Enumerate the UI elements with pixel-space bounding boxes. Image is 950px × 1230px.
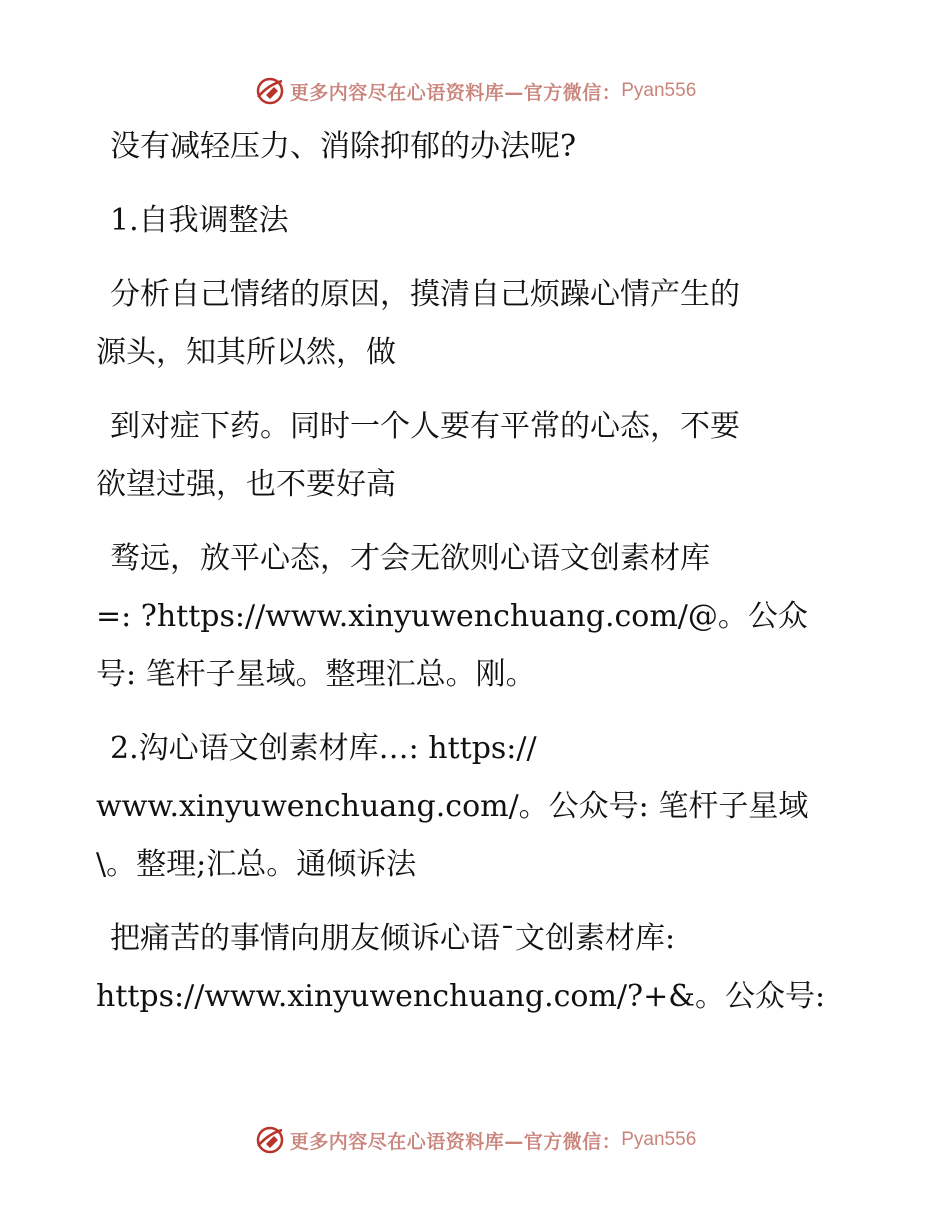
header-banner: [0, 71, 950, 111]
document-body: [96, 118, 836, 1042]
text-line: 把痛苦的事情向朋友倾诉心语¯文创素材库:: [110, 921, 676, 956]
paragraph: [96, 398, 836, 514]
banner-text: 更多内容尽在心语资料库—官方微信：: [289, 81, 622, 104]
banner-text: 更多内容尽在心语资料库—官方微信：: [289, 1130, 622, 1153]
paragraph-heading-1: [96, 192, 836, 250]
paragraph: [96, 530, 836, 704]
footer-banner: [0, 1120, 950, 1160]
text-line: 分析自己情绪的原因，摸清自己烦躁心情产生的: [110, 277, 740, 312]
pen-nib-logo-icon: [254, 1124, 286, 1156]
text-line: 骛远，放平心态，才会无欲则心语文创素材库: [110, 541, 710, 576]
text-line: www.xinyuwenchuang.com/。公众号: 笔杆子星域: [96, 789, 809, 824]
text-line: 到对症下药。同时一个人要有平常的心态，不要: [110, 409, 740, 444]
text-line: =: ?https://www.xinyuwenchuang.com/@。公众: [96, 599, 808, 634]
paragraph: [96, 266, 836, 382]
text-line: 1.自我调整法: [110, 203, 289, 238]
wechat-id: Pyan556: [621, 1129, 697, 1150]
paragraph-question: [96, 118, 836, 176]
text-line: \。整理;汇总。通倾诉法: [96, 847, 417, 882]
paragraph: [96, 910, 836, 1026]
paragraph-heading-2: [96, 720, 836, 894]
text-line: 2.沟心语文创素材库…: https://: [110, 731, 537, 766]
text-line: 没有减轻压力、消除抑郁的办法呢?: [110, 129, 577, 164]
text-line: https://www.xinyuwenchuang.com/?+&。公众号:: [96, 979, 826, 1014]
text-line: 号: 笔杆子星域。整理汇总。刚。: [96, 657, 536, 692]
pen-nib-logo-icon: [254, 75, 286, 107]
wechat-id: Pyan556: [621, 80, 697, 101]
text-line: 欲望过强，也不要好高: [96, 467, 396, 502]
text-line: 源头，知其所以然，做: [96, 335, 396, 370]
